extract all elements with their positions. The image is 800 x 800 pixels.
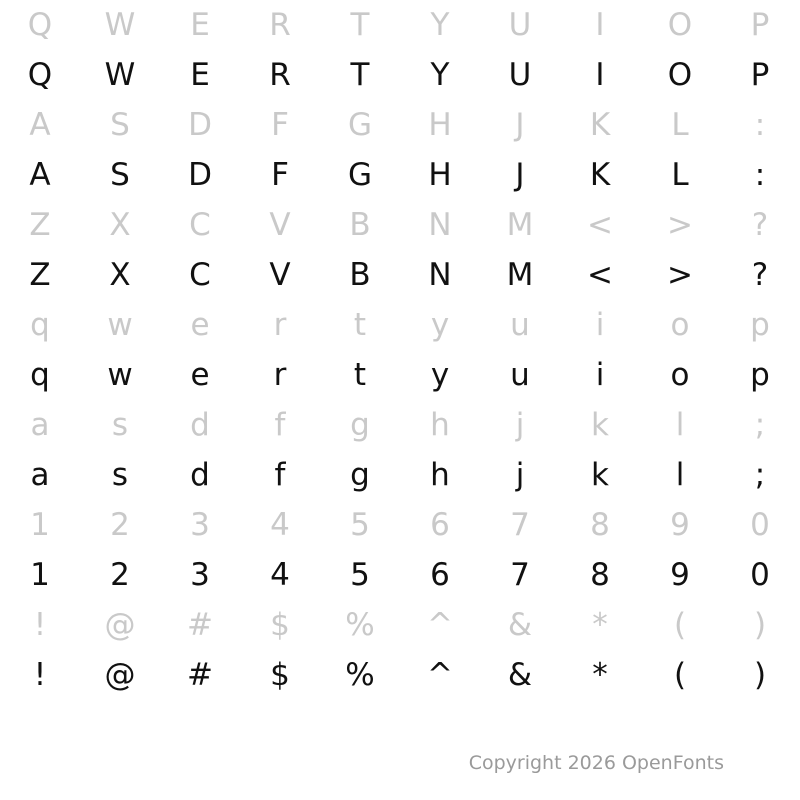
glyph-row	[0, 400, 800, 450]
glyph-row	[0, 500, 800, 550]
glyph-cell: E	[190, 56, 210, 93]
glyph-cell: S	[110, 156, 130, 193]
glyph-cell: Q	[27, 56, 53, 93]
glyph-cell: 8	[590, 556, 610, 593]
glyph-cell: d	[190, 406, 210, 443]
glyph-cell: U	[508, 56, 532, 93]
glyph-cell: W	[104, 6, 136, 43]
glyph-cell: $	[270, 606, 290, 643]
glyph-cell: 3	[190, 506, 210, 543]
glyph-cell: C	[189, 256, 211, 293]
glyph-cell: 7	[510, 556, 530, 593]
glyph-cell: K	[589, 106, 611, 143]
glyph-cell: P	[750, 6, 770, 43]
glyph-cell: <	[587, 256, 613, 293]
glyph-cell: V	[269, 206, 291, 243]
glyph-cell: X	[109, 206, 131, 243]
glyph-cell: w	[107, 356, 133, 393]
glyph-cell: P	[750, 56, 770, 93]
glyph-row	[0, 200, 800, 250]
glyph-cell: Y	[430, 56, 450, 93]
glyph-cell: 6	[430, 556, 450, 593]
glyph-cell: R	[269, 56, 291, 93]
glyph-cell: r	[273, 306, 287, 343]
glyph-cell: F	[271, 106, 289, 143]
glyph-cell: h	[430, 456, 450, 493]
glyph-cell: S	[110, 106, 130, 143]
glyph-cell: 3	[190, 556, 210, 593]
glyph-cell: A	[29, 156, 51, 193]
glyph-cell: ^	[427, 656, 453, 693]
glyph-cell: ;	[754, 406, 766, 443]
glyph-cell: T	[350, 6, 370, 43]
glyph-row	[0, 0, 800, 50]
glyph-cell: ?	[751, 256, 769, 293]
glyph-cell: N	[428, 256, 452, 293]
glyph-cell: s	[111, 456, 129, 493]
glyph-cell: k	[591, 456, 609, 493]
glyph-cell: s	[111, 406, 129, 443]
glyph-row	[0, 100, 800, 150]
glyph-cell: 5	[350, 506, 370, 543]
glyph-cell: B	[349, 206, 371, 243]
glyph-cell: :	[754, 156, 766, 193]
glyph-cell: >	[667, 256, 693, 293]
glyph-cell: H	[428, 106, 452, 143]
glyph-cell: l	[675, 406, 685, 443]
glyph-cell: I	[595, 56, 605, 93]
glyph-cell: <	[587, 206, 613, 243]
glyph-cell: q	[30, 356, 50, 393]
glyph-cell: Y	[430, 6, 450, 43]
glyph-cell: R	[269, 6, 291, 43]
glyph-cell: p	[750, 306, 770, 343]
glyph-cell: t	[353, 306, 367, 343]
glyph-cell: #	[187, 606, 213, 643]
glyph-cell: V	[269, 256, 291, 293]
glyph-cell: J	[515, 106, 525, 143]
glyph-cell: 4	[270, 506, 290, 543]
glyph-cell: 2	[110, 506, 130, 543]
copyright-notice: Copyright 2026 OpenFonts	[468, 752, 724, 774]
glyph-cell: k	[591, 406, 609, 443]
glyph-row	[0, 150, 800, 200]
glyph-cell: a	[30, 406, 50, 443]
glyph-cell: r	[273, 356, 287, 393]
glyph-row	[0, 350, 800, 400]
glyph-cell: F	[271, 156, 289, 193]
glyph-cell: o	[670, 306, 690, 343]
glyph-cell: f	[274, 406, 286, 443]
glyph-cell: Z	[29, 256, 51, 293]
glyph-cell: #	[187, 656, 213, 693]
glyph-cell: h	[430, 406, 450, 443]
glyph-cell: N	[428, 206, 452, 243]
glyph-cell: u	[510, 356, 530, 393]
glyph-cell: K	[589, 156, 611, 193]
glyph-row	[0, 550, 800, 600]
glyph-cell: q	[30, 306, 50, 343]
glyph-cell: G	[347, 106, 373, 143]
glyph-cell: 2	[110, 556, 130, 593]
glyph-cell: W	[104, 56, 136, 93]
glyph-cell: Z	[29, 206, 51, 243]
glyph-cell: %	[345, 606, 375, 643]
glyph-cell: %	[345, 656, 375, 693]
glyph-cell: L	[671, 106, 689, 143]
glyph-cell: A	[29, 106, 51, 143]
glyph-cell: d	[190, 456, 210, 493]
glyph-cell: e	[190, 356, 210, 393]
glyph-cell: 4	[270, 556, 290, 593]
glyph-cell: j	[515, 456, 525, 493]
glyph-cell: &	[507, 656, 533, 693]
glyph-cell: i	[595, 306, 605, 343]
glyph-cell: E	[190, 6, 210, 43]
glyph-cell: 9	[670, 506, 690, 543]
glyph-cell: (	[673, 656, 687, 693]
glyph-cell: *	[592, 606, 608, 643]
glyph-cell: !	[33, 606, 47, 643]
glyph-cell: ?	[751, 206, 769, 243]
glyph-cell: 8	[590, 506, 610, 543]
glyph-cell: l	[675, 456, 685, 493]
glyph-cell: f	[274, 456, 286, 493]
glyph-cell: M	[506, 256, 534, 293]
glyph-cell: 5	[350, 556, 370, 593]
glyph-cell: 0	[750, 556, 770, 593]
glyph-cell: t	[353, 356, 367, 393]
glyph-row	[0, 300, 800, 350]
glyph-cell: !	[33, 656, 47, 693]
glyph-cell: C	[189, 206, 211, 243]
glyph-cell: w	[107, 306, 133, 343]
glyph-cell: a	[30, 456, 50, 493]
glyph-cell: 9	[670, 556, 690, 593]
glyph-cell: X	[109, 256, 131, 293]
glyph-cell: M	[506, 206, 534, 243]
glyph-cell: @	[104, 656, 136, 693]
glyph-cell: 1	[30, 556, 50, 593]
glyph-cell: ^	[427, 606, 453, 643]
glyph-cell: U	[508, 6, 532, 43]
glyph-cell: o	[670, 356, 690, 393]
glyph-cell: i	[595, 356, 605, 393]
glyph-cell: L	[671, 156, 689, 193]
glyph-cell: I	[595, 6, 605, 43]
glyph-cell: g	[350, 456, 370, 493]
glyph-row	[0, 50, 800, 100]
glyph-row	[0, 450, 800, 500]
glyph-cell: g	[350, 406, 370, 443]
glyph-cell: ;	[754, 456, 766, 493]
glyph-cell: O	[667, 6, 693, 43]
glyph-cell: G	[347, 156, 373, 193]
glyph-row	[0, 250, 800, 300]
glyph-cell: 6	[430, 506, 450, 543]
glyph-cell: >	[667, 206, 693, 243]
glyph-cell: (	[673, 606, 687, 643]
glyph-cell: 7	[510, 506, 530, 543]
glyph-cell: u	[510, 306, 530, 343]
glyph-cell: $	[270, 656, 290, 693]
glyph-cell: 0	[750, 506, 770, 543]
glyph-cell: y	[430, 356, 450, 393]
glyph-row	[0, 650, 800, 700]
glyph-row	[0, 600, 800, 650]
glyph-cell: O	[667, 56, 693, 93]
glyph-cell: *	[592, 656, 608, 693]
glyph-cell: )	[753, 656, 767, 693]
glyph-cell: y	[430, 306, 450, 343]
glyph-cell: Q	[27, 6, 53, 43]
glyph-cell: H	[428, 156, 452, 193]
glyph-cell: T	[350, 56, 370, 93]
glyph-cell: @	[104, 606, 136, 643]
glyph-cell: D	[188, 156, 212, 193]
glyph-cell: :	[754, 106, 766, 143]
glyph-cell: &	[507, 606, 533, 643]
glyph-cell: B	[349, 256, 371, 293]
glyph-cell: 1	[30, 506, 50, 543]
glyph-cell: p	[750, 356, 770, 393]
glyph-cell: e	[190, 306, 210, 343]
glyph-cell: j	[515, 406, 525, 443]
glyph-cell: D	[188, 106, 212, 143]
glyph-cell: )	[753, 606, 767, 643]
glyph-cell: J	[515, 156, 525, 193]
